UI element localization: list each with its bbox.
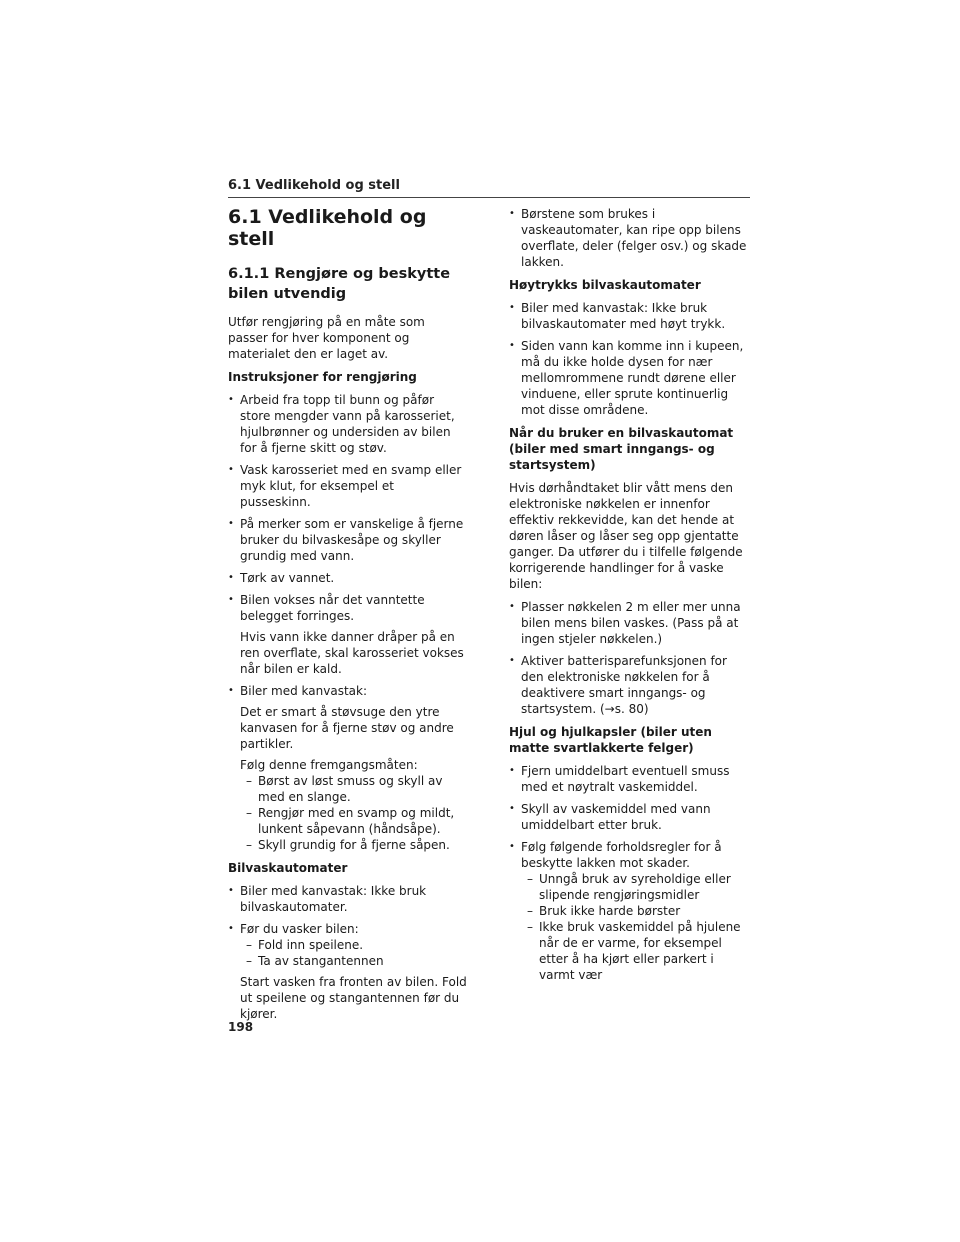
wheels-list bbox=[509, 763, 749, 983]
precaution-step: – Bruk ikke harde børster bbox=[527, 903, 749, 919]
list-item: • Siden vann kan komme inn i kupeen, må du ikke holde dysen for nær mellomrommene rundt dørene eller vinduene, eller sprute kontinuerlig mot disse områdene. bbox=[509, 338, 749, 418]
list-item: • På merker som er vanskelige å fjerne bruker du bilvaskesåpe og skyller grundig med vann. bbox=[228, 516, 468, 564]
list-item: • Før du vasker bilen: – Fold inn speilene. – Ta av stangantennen Start vasken fra fronten av bilen. Fold ut speilene og stangantennen før du kjører. bbox=[228, 921, 468, 1022]
procedure-step: – Fold inn speilene. bbox=[246, 937, 468, 953]
left-column bbox=[228, 206, 468, 1029]
list-item: • Biler med kanvastak: Ikke bruk bilvaskautomater med høyt trykk. bbox=[509, 300, 749, 332]
list-item: • Bilen vokses når det vanntette belegget forringes. Hvis vann ikke danner dråper på en ren overflate, skal karosseriet vokses når bilen er kald. bbox=[228, 592, 468, 677]
smart-entry-wash-heading: Når du bruker en bilvaskautomat (biler med smart inngangs- og startsystem) bbox=[509, 426, 734, 472]
precaution-steps bbox=[521, 871, 749, 983]
intro-paragraph: Utfør rengjøring på en måte som passer for hver komponent og materialet den er laget av. bbox=[228, 315, 425, 361]
list-item: • Fjern umiddelbart eventuell smuss med et nøytralt vaskemiddel. bbox=[509, 763, 749, 795]
smart-entry-paragraph: Hvis dørhåndtaket blir vått mens den elektroniske nøkkelen er innenfor effektiv rekkevidde, kan det hende at døren låser og låser seg opp gjentatte ganger. Da utfører du i tilfelle følgende korrigerende handlinger for å vaske bilen: bbox=[509, 481, 743, 591]
list-item: • Plasser nøkkelen 2 m eller mer unna bilen mens bilen vaskes. (Pass på at ingen stjeler nøkkelen.) bbox=[509, 599, 749, 647]
subsection-title: 6.1.1 Rengjøre og beskytte bilen utvendig bbox=[228, 266, 451, 302]
cleaning-instructions-list bbox=[228, 392, 468, 853]
precaution-step: – Ikke bruk vaskemiddel på hjulene når de er varme, for eksempel etter å ha kjørt eller parkert i varmt vær bbox=[527, 919, 749, 983]
car-wash-list-continued bbox=[509, 206, 749, 270]
section-title: 6.1 Vedlikehold og stell bbox=[228, 206, 427, 250]
cleaning-instructions-heading: Instruksjoner for rengjøring bbox=[228, 370, 417, 384]
list-item: • Aktiver batterisparefunksjonen for den elektroniske nøkkelen for å deaktivere smart inngangs- og startsystem. (→s. 80) bbox=[509, 653, 749, 717]
list-item: • Vask karosseriet med en svamp eller myk klut, for eksempel et pusseskinn. bbox=[228, 462, 468, 510]
procedure-step: – Skyll grundig for å fjerne såpen. bbox=[246, 837, 468, 853]
procedure-step: – Børst av løst smuss og skyll av med en slange. bbox=[246, 773, 468, 805]
procedure-steps bbox=[240, 773, 468, 853]
list-item: • Tørk av vannet. bbox=[228, 570, 468, 586]
procedure-label: Følg denne fremgangsmåten: bbox=[240, 758, 418, 772]
list-item-note: Hvis vann ikke danner dråper på en ren overflate, skal karosseriet vokses når bilen er kald. bbox=[240, 630, 464, 676]
car-wash-list bbox=[228, 883, 468, 1022]
high-pressure-wash-list bbox=[509, 300, 749, 418]
procedure-step: – Ta av stangantennen bbox=[246, 953, 468, 969]
smart-entry-list bbox=[509, 599, 749, 717]
list-item: • Biler med kanvastak: Det er smart å støvsuge den ytre kanvasen for å fjerne støv og andre partikler. Følg denne fremgangsmåten: – Børst av løst smuss og skyll av med en slange. – Rengjør med en svamp og mildt, lunkent såpevann (håndsåpe). – Skyll grundig for å fjerne såpen. bbox=[228, 683, 468, 853]
list-item: • Følg følgende forholdsregler for å beskytte lakken mot skader. – Unngå bruk av syreholdige eller slipende rengjøringsmidler – Bruk ikke harde børster – Ikke bruk vaskemiddel på hjulene når de er varme, for eksempel etter å ha kjørt eller parkert i varmt vær bbox=[509, 839, 749, 983]
car-wash-heading: Bilvaskautomater bbox=[228, 861, 348, 875]
high-pressure-wash-heading: Høytrykks bilvaskautomater bbox=[509, 278, 701, 292]
list-item: • Børstene som brukes i vaskeautomater, kan ripe opp bilens overflate, deler (felger osv.) og skade lakken. bbox=[509, 206, 749, 270]
running-head: 6.1 Vedlikehold og stell bbox=[228, 178, 750, 198]
right-column bbox=[509, 206, 749, 990]
procedure-step: – Rengjør med en svamp og mildt, lunkent såpevann (håndsåpe). bbox=[246, 805, 468, 837]
list-item-note: Start vasken fra fronten av bilen. Fold ut speilene og stangantennen før du kjører. bbox=[240, 975, 467, 1021]
list-item: • Biler med kanvastak: Ikke bruk bilvaskautomater. bbox=[228, 883, 468, 915]
list-item-note: Det er smart å støvsuge den ytre kanvasen for å fjerne støv og andre partikler. bbox=[240, 705, 454, 751]
precaution-step: – Unngå bruk av syreholdige eller slipende rengjøringsmidler bbox=[527, 871, 749, 903]
wheels-heading: Hjul og hjulkapsler (biler uten matte svartlakkerte felger) bbox=[509, 725, 712, 755]
procedure-steps bbox=[240, 937, 468, 969]
list-item: • Arbeid fra topp til bunn og påfør store mengder vann på karosseriet, hjulbrønner og undersiden av bilen for å fjerne skitt og støv. bbox=[228, 392, 468, 456]
page-number: 198 bbox=[228, 1020, 254, 1034]
list-item: • Skyll av vaskemiddel med vann umiddelbart etter bruk. bbox=[509, 801, 749, 833]
